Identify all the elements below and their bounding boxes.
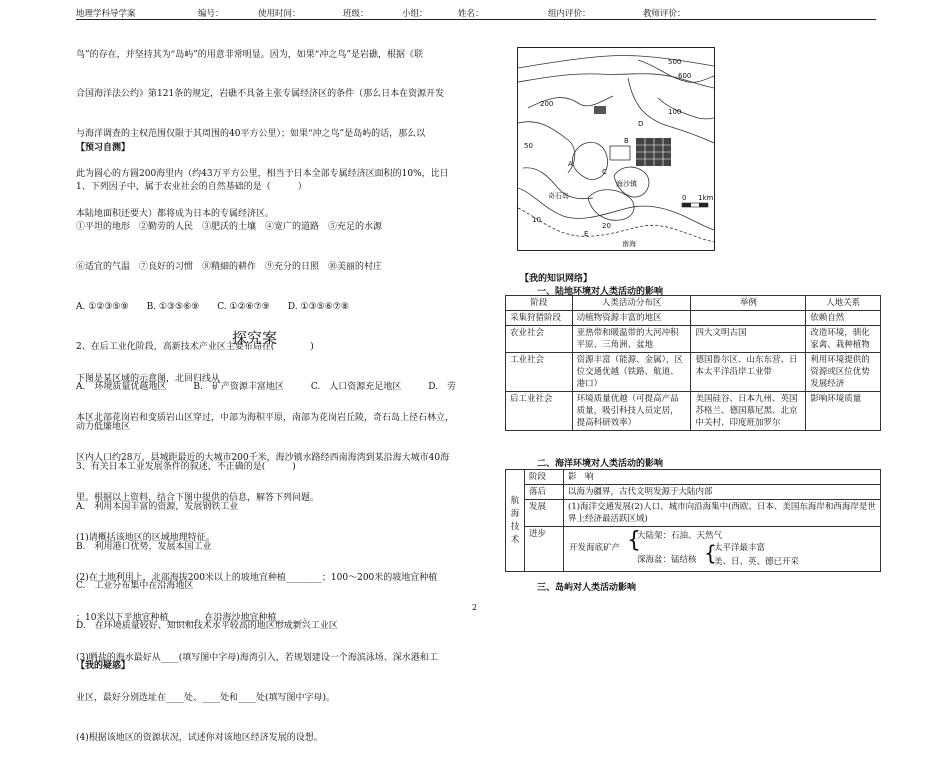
header-name: 姓名： bbox=[458, 9, 484, 19]
table-row bbox=[506, 470, 881, 485]
explore-line: 区内人口约28万，县城距最近的大城市200千米，海沙镇水路经西南海湾到某沿海大城市40海 bbox=[76, 453, 450, 464]
brace-icon: { bbox=[704, 541, 717, 565]
header-time: 使用时间： bbox=[258, 9, 301, 19]
table-cell: 进步 bbox=[525, 527, 564, 572]
explore-line: ；10米以下平地宜种植______，在沿海沙地宜种植______。 bbox=[76, 612, 313, 623]
explore-line: (1)请概括该地区的区域地理特征。 bbox=[76, 533, 215, 544]
table-header: 举例 bbox=[691, 296, 806, 311]
table-cell: 阶段 bbox=[525, 470, 564, 485]
map-graphic bbox=[518, 48, 714, 250]
question-1-options: ⑥适宜的气温 ⑦良好的习惯 ⑧精細的耕作 ⑨充分的日照 ⑩美丽的村庄 bbox=[76, 262, 383, 273]
map-label-20: 20 bbox=[602, 222, 611, 230]
table-cell: 美国硅谷、日本九州、英国苏格兰、德国慕尼黑、北京中关村、印度班加罗尔 bbox=[691, 392, 806, 431]
ocean-impact-table bbox=[505, 469, 881, 572]
map-scale-1km: 1km bbox=[698, 194, 714, 202]
table-row bbox=[506, 326, 881, 353]
table-row bbox=[506, 500, 881, 527]
table-cell bbox=[691, 311, 806, 326]
section-1-title: 一、陆地环境对人类活动的影响 bbox=[537, 287, 664, 297]
table-row bbox=[506, 527, 881, 572]
land-impact-table bbox=[505, 295, 881, 431]
intro-line: 鸟”的存在，并坚持其为“岛屿”的用意非常明显。因为，如果“冲之鸟”是岩礁，根据《联 bbox=[76, 49, 424, 60]
header-group: 小组： bbox=[402, 9, 428, 19]
intro-line: 本陆地面积还要大）都将成为日本的专属经济区。 bbox=[76, 209, 275, 220]
map-label-100: 100 bbox=[668, 108, 682, 116]
table-cell: 落后 bbox=[525, 485, 564, 500]
question-2: 2、在后工业化阶段，高新技术产业区主要布局在( ) bbox=[76, 342, 314, 353]
map-label-50: 50 bbox=[524, 142, 533, 150]
mindmap-root: 开发海底矿产 bbox=[569, 543, 621, 553]
map-scale-0: 0 bbox=[682, 194, 687, 202]
explore-line: 里。根据以上资料，结合下图中提供的信息，解答下列问题。 bbox=[76, 493, 320, 504]
table-cell: (1)海洋交通发展(2)人口、城市向沿海集中(西欧、日本、美国东海岸和西海岸是世界上经济最活跃区域) bbox=[564, 500, 881, 527]
explore-line: 本区北部花岗岩和变质岩山区穿过，中部为海积平原，南部为花岗岩丘陵，奇石岛上径石林立， bbox=[76, 413, 455, 424]
brace-icon: { bbox=[627, 528, 641, 553]
table-cell: 以海为疆界，古代文明发源于大陆内部 bbox=[564, 485, 881, 500]
explore-title: 探究案 bbox=[232, 329, 278, 347]
table-cell: 依赖自然 bbox=[806, 311, 881, 326]
intro-line: 与海洋调查的主权范围仅限于其周围的40平方公里）；如果“冲之鸟”是岛屿的话，那么以 bbox=[76, 129, 426, 140]
section-3-title: 三、岛屿对人类活动影响 bbox=[537, 583, 637, 593]
section-2-title: 二、海洋环境对人类活动的影响 bbox=[537, 459, 664, 469]
map-label-d: D bbox=[638, 120, 644, 128]
table-cell: 利用环境提供的资源或区位优势发展经济 bbox=[806, 353, 881, 392]
table-cell: 农业社会 bbox=[506, 326, 573, 353]
table-cell: 改造环境，驯化家禽、栽种植物 bbox=[806, 326, 881, 353]
mindmap-deep-b: 美、日、英、德已开采 bbox=[714, 557, 800, 567]
explore-line: (3)晒盐的海水最好从____(填写图中字母)海湾引入，若规划建设一个海滨泳场、深水港和工 bbox=[76, 652, 438, 663]
explore-line: 下图是某区域的示意图，北回归线从 bbox=[76, 373, 221, 384]
doubt-title: 【我的疑惑】 bbox=[76, 661, 131, 672]
mindmap-deep: 深海盆：锰结核 bbox=[637, 555, 697, 565]
explore-line: (4)根据该地区的资源状况，试述你对该地区经济发展的设想。 bbox=[76, 732, 323, 743]
intro-line: 合国海洋法公约》第121条的规定，岩礁不具备主张专属经济区的条件（那么日本在资源开发 bbox=[76, 89, 445, 100]
table-header: 人类活动分布区 bbox=[572, 296, 691, 311]
page-header bbox=[76, 6, 876, 20]
question-3-choice-b: B. 利用港口优势，发展本国工业 bbox=[76, 541, 212, 552]
question-3: 3、有关日本工业发展条件的叙述，不正确的是( ) bbox=[76, 461, 296, 472]
map-label-e: E bbox=[584, 230, 589, 238]
mindmap-shelf: 大陆架：石油、天然气 bbox=[637, 531, 723, 541]
map-label-600: 600 bbox=[678, 72, 692, 80]
intro-line: 此为圆心的方圆200海里内（约43万平方公里，相当于日本全部专属经济区面积的10%，比日 bbox=[76, 169, 449, 180]
table-cell: 影响环境质量 bbox=[806, 392, 881, 431]
table-header: 人地关系 bbox=[806, 296, 881, 311]
explore-line: 业区，最好分别选址在____处、____处和____处(填写图中字母)。 bbox=[76, 692, 336, 703]
region-map bbox=[517, 47, 715, 251]
table-header: 阶段 bbox=[506, 296, 573, 311]
header-teacher-eval: 教师评价： bbox=[643, 9, 686, 19]
question-2-choices: 动力低廉地区 bbox=[76, 421, 131, 432]
table-cell: 环境质量优越（可提高产品质量，吸引科技人员定居，提高科研效率） bbox=[572, 392, 691, 431]
map-label-c: C bbox=[602, 168, 607, 176]
map-label-500: 500 bbox=[668, 58, 682, 66]
table-cell: 动植物资源丰富的地区 bbox=[572, 311, 691, 326]
explore-line: (2)在土地利用上，北部海拔200米以上的坡地宜种植________；100～200米的坡地宜种植 bbox=[76, 573, 438, 584]
mindmap-cell bbox=[564, 527, 881, 572]
table-cell: 发展 bbox=[525, 500, 564, 527]
explore-section bbox=[76, 346, 516, 758]
table-row bbox=[506, 485, 881, 500]
table-cell: 影 响 bbox=[564, 470, 881, 485]
map-label-town: 海沙镇 bbox=[616, 180, 637, 188]
question-1-options: ①平坦的地形 ②勤劳的人民 ③肥沃的土壤 ④宽广的道路 ⑤充足的水源 bbox=[76, 222, 383, 233]
question-3-choice-a: A. 利用本国丰富的资源，发展钢铁工业 bbox=[76, 501, 239, 512]
map-label-10: 10 bbox=[532, 216, 541, 224]
map-label-a: A bbox=[568, 160, 573, 168]
map-label-island: 奇石岛 bbox=[548, 192, 569, 200]
header-group-eval: 组内评价： bbox=[548, 9, 591, 19]
table-cell: 工业社会 bbox=[506, 353, 573, 392]
map-label-200: 200 bbox=[540, 100, 554, 108]
ocean-mindmap bbox=[564, 527, 880, 571]
network-title: 【我的知识网络】 bbox=[520, 274, 593, 284]
page-number: 2 bbox=[472, 603, 478, 612]
table-cell: 采集狩猎阶段 bbox=[506, 311, 573, 326]
table-row bbox=[506, 392, 881, 431]
mindmap-deep-a: 太平洋最丰富 bbox=[714, 543, 766, 553]
table-cell: 后工业社会 bbox=[506, 392, 573, 431]
question-1: 1、下列因子中，属于农业社会的自然基础的是（ ） bbox=[76, 182, 307, 193]
scale-bar bbox=[682, 203, 708, 207]
header-class: 班级： bbox=[343, 9, 369, 19]
map-label-sea: 南海 bbox=[622, 240, 636, 248]
question-1-choices: A. ①②③⑤⑨ B. ①③⑤⑥⑨ C. ①②⑥⑦⑨ D. ①③⑤⑥⑦⑧ bbox=[76, 302, 349, 313]
question-3-choice-c: C. 工业分布集中在沿海地区 bbox=[76, 581, 194, 592]
question-2-choices: A. 环境质量优越地区 B. 矿产资源丰富地区 C. 人口资源充足地区 D. 劳 bbox=[76, 381, 457, 392]
table-cell: 亚热带和暖温带的大河冲积平原、三角洲、盆地 bbox=[572, 326, 691, 353]
header-subject: 地理学科导学案 bbox=[76, 9, 136, 19]
table-cell: 资源丰富（能源、金属），区位交通优越（铁路、航道、港口） bbox=[572, 353, 691, 392]
table-header-row bbox=[506, 296, 881, 311]
table-cell: 四大文明古国 bbox=[691, 326, 806, 353]
table-row bbox=[506, 353, 881, 392]
map-label-b: B bbox=[624, 137, 629, 145]
preview-title: 【预习自测】 bbox=[76, 142, 131, 153]
nav-tech-label: 航海技术 bbox=[506, 470, 525, 572]
table-row bbox=[506, 311, 881, 326]
table-cell: 德国鲁尔区、山东东营、日本太平洋沿岸工业带 bbox=[691, 353, 806, 392]
header-number: 编号： bbox=[198, 9, 224, 19]
question-3-choice-d: D. 在环境质量较好、知识和技术水平较高的地区形成新兴工业区 bbox=[76, 621, 338, 632]
